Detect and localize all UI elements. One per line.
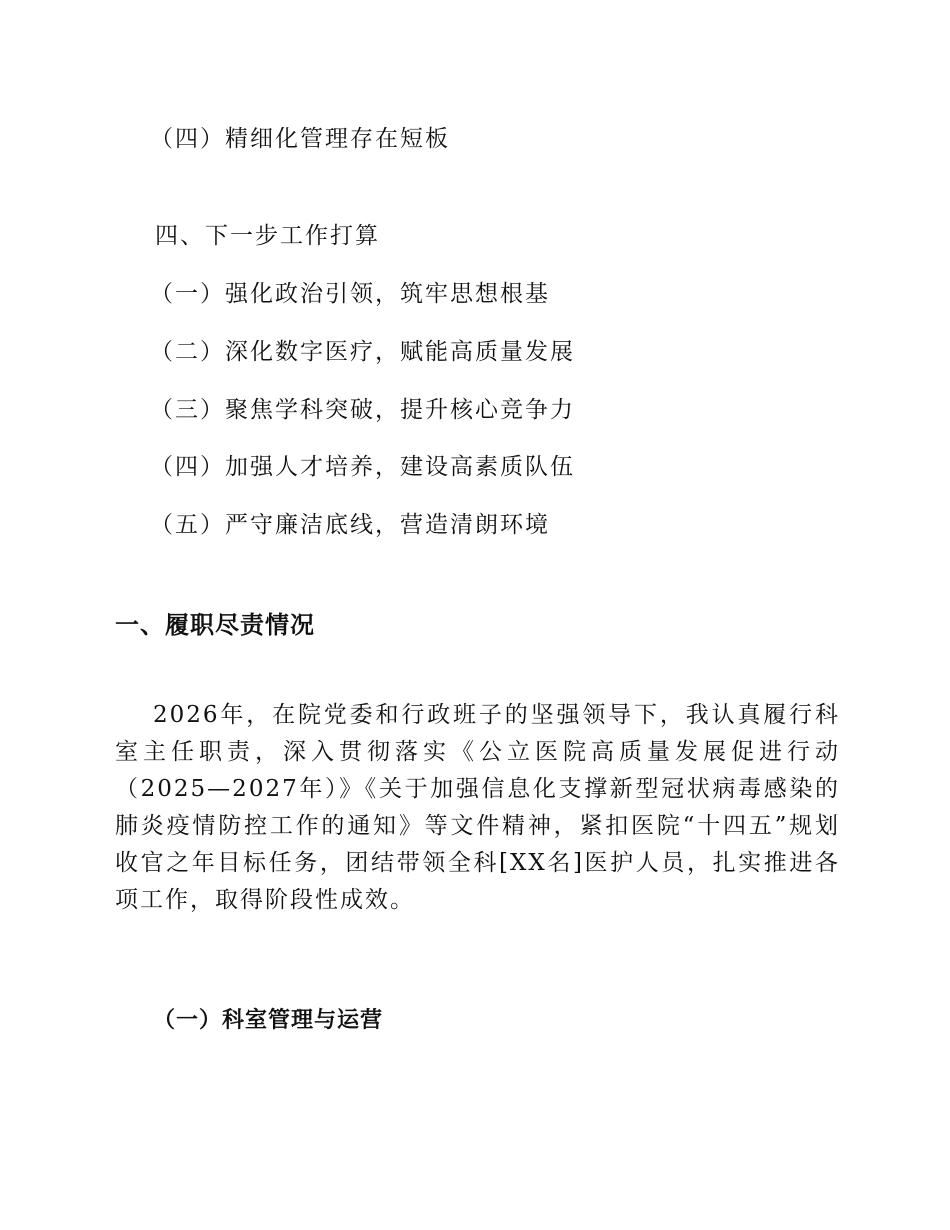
list-item-plan-4: （四）加强人才培养，建设高素质队伍 [150, 454, 575, 480]
list-item-plan-2: （二）深化数字医疗，赋能高质量发展 [150, 339, 575, 365]
list-item-plan-5: （五）严守廉洁底线，营造清朗环境 [150, 512, 550, 538]
list-item-plan-1: （一）强化政治引领，筑牢思想根基 [150, 281, 550, 307]
section-heading-next-steps: 四、下一步工作打算 [155, 223, 380, 249]
list-item-shortcoming-4: （四）精细化管理存在短板 [150, 126, 450, 152]
body-paragraph: 2026年，在院党委和行政班子的坚强领导下，我认真履行科室主任职责，深入贯彻落实《公立医院高质量发展促进行动（2025—2027年）》《关于加强信息化支撑新型冠状病毒感染的肺炎疫情防控工作的通知》等文件精神，紧扣医院“十四五”规划收官之年目标任务，团结带领全科[XX名]医护人员，扎实推进各项工作，取得阶段性成效。 [115, 702, 840, 913]
list-item-plan-3: （三）聚焦学科突破，提升核心竞争力 [150, 397, 575, 423]
section-heading-duty-performance: 一、履职尽责情况 [115, 611, 315, 639]
subsection-heading-management: （一）科室管理与运营 [153, 1008, 384, 1033]
